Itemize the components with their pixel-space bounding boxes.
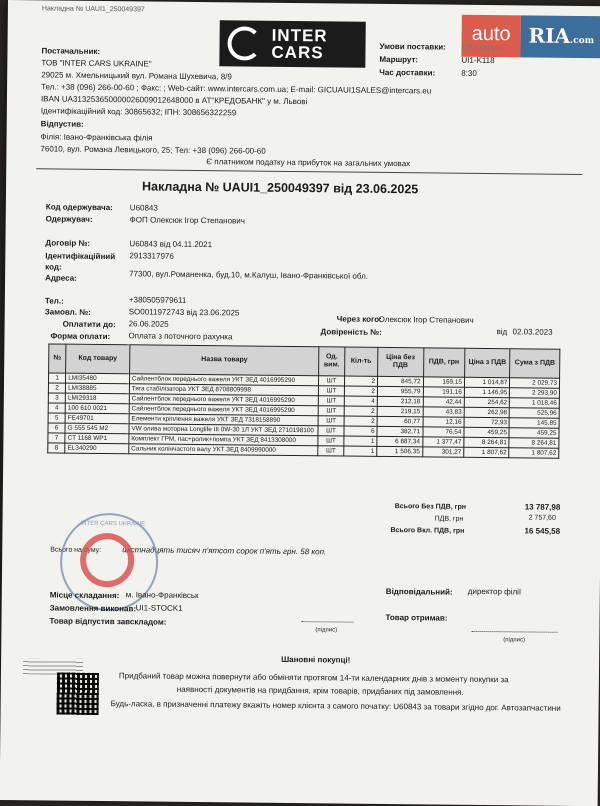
released-label: Товар відпустив завскладом:: [49, 616, 167, 627]
table-cell: 2: [344, 386, 377, 396]
delivery-route-value: UI1-K118: [461, 55, 495, 66]
address-label: Адреса:: [45, 273, 77, 283]
table-cell: 254,62: [464, 397, 510, 407]
col-qty: Кіл-ть: [344, 347, 378, 376]
watermark-suffix: .com: [569, 35, 595, 47]
responsible-value: директор філії: [467, 586, 522, 597]
notice-line-1: Придбаний товар можна повернути або обміняти протягом 14-ти календарних днів з моменту покупки за: [118, 671, 509, 685]
table-cell: 12,16: [423, 417, 465, 427]
total-net-label: Всього Без ПДВ, грн: [394, 503, 467, 511]
table-cell: 459,25: [509, 428, 559, 439]
total-vat-value: 2 757,60: [528, 514, 556, 522]
signature-caption-2: (підпис): [503, 637, 526, 644]
inter-cars-logo-icon: [227, 26, 261, 60]
table-cell: ШТ: [319, 396, 344, 406]
col-price-gross: Ціна з ПДВ: [465, 348, 511, 377]
branch-name: Філія: Івано-Франківська філія: [40, 132, 153, 143]
col-code: Код товару: [66, 344, 130, 374]
table-cell: 1: [344, 436, 377, 446]
payment-form-label: Форма оплати:: [50, 331, 111, 342]
table-cell: 955,79: [377, 386, 423, 396]
table-cell: ШТ: [318, 446, 343, 456]
responsible-label: Відповідальний:: [385, 586, 453, 597]
via-label: Через кого:: [336, 314, 382, 324]
supplier-tel: Тел.: +38 (096) 266-00-60 ; Факс: ; Web-сайт: www.intercars.com.ua; E-mail: GICUAUI1SALES@intercars.eu: [41, 82, 432, 96]
recipient-name-label: Одержувач:: [45, 214, 93, 224]
qr-code-icon: [57, 673, 99, 715]
proxy-label: Довіреність №:: [320, 327, 382, 337]
table-cell: LMI38885: [66, 383, 130, 394]
table-cell: 1: [48, 373, 65, 383]
table-cell: 191,16: [423, 387, 465, 397]
tel-value: +380505979611: [128, 295, 187, 305]
table-cell: 6 887,34: [377, 436, 423, 446]
watermark-auto: auto: [461, 15, 520, 58]
table-cell: 7: [48, 433, 65, 443]
table-cell: VW оливa моторна Longlife III 0W-30 1Л УКТ ЗЕД 2710198100: [129, 424, 319, 436]
table-cell: 5: [48, 413, 65, 423]
greeting: Шановні покупці!: [281, 654, 351, 665]
table-cell: 2 029,73: [510, 378, 560, 389]
supplier-address: 29025 м. Хмельницький вул. Романа Шухевича, 8/9: [41, 70, 232, 82]
idcode-value: 2913317976: [129, 251, 174, 261]
table-cell: Сайлентблок переднього важеля УКТ ЗЕД 4016995290: [129, 374, 319, 386]
col-number: №: [49, 344, 66, 373]
col-name: Назва товару: [129, 345, 319, 376]
idcode-label: Ідентифікаційний код:: [45, 251, 116, 272]
place-value: м. Івано-Франківськ: [125, 590, 199, 601]
col-vat: ПДВ, грн: [423, 348, 465, 377]
table-cell: 6: [48, 423, 65, 433]
table-cell: 2: [344, 406, 377, 416]
stamp-text: INTER CARS UKRAINE: [80, 520, 146, 528]
pay-until-label: Оплатити до:: [62, 319, 116, 330]
received-label: Товар отримав:: [385, 612, 448, 623]
proxy-date-value: 02.03.2023: [512, 327, 553, 337]
table-cell: 1: [343, 446, 376, 456]
branch-address: 76010, вул. Романа Левицького, 25; Тел: +38 (096) 266-00-60: [40, 144, 266, 156]
table-cell: Сальник колінчастого валу УКТ ЗЕД 8409990000: [129, 444, 319, 456]
executor-value: UI1-STOCK1: [135, 603, 183, 613]
table-cell: 4: [344, 396, 377, 406]
table-cell: FE49701: [65, 413, 129, 424]
supplier-iban: IBAN UA313253650000026009012648000 в АТ"КРЕДОБАНК" у м. Львові: [40, 94, 308, 107]
table-cell: 1 807,62: [464, 447, 510, 457]
table-cell: 8 264,81: [464, 437, 510, 447]
table-cell: 1 018,46: [510, 398, 560, 409]
table-cell: 382,71: [377, 426, 423, 436]
notice-line-2: наявності документів на придбання, крім товарів, придбаних під замовлення.: [176, 684, 464, 697]
table-cell: ШТ: [318, 436, 343, 446]
notice-line-3: Будь-ласка, в призначенні платежу вкажіть номер клієнта з самого початку: U60843 за товари згідно дог. Автозапчастини: [110, 699, 561, 713]
order-label: Замовл. №:: [44, 307, 91, 317]
document-title: Накладна № UAUI1_250049397 від 23.06.2025: [141, 179, 419, 197]
table-cell: 219,15: [377, 406, 423, 416]
delivery-cond-value: CP3 калуш: [461, 42, 503, 53]
supplier-name: ТОВ "INTER CARS UKRAINE": [41, 58, 152, 69]
proxy-date-label: від: [496, 327, 508, 337]
table-cell: 1 377,47: [422, 437, 464, 447]
sum-words-label: Всього на суму:: [50, 546, 102, 555]
table-cell: 1 506,35: [377, 446, 423, 456]
logo-line-2: CARS: [271, 42, 324, 63]
recipient-code-label: Код одержувача:: [45, 202, 113, 213]
total-gross-label: Всього Вкл. ПДВ, грн: [390, 527, 465, 535]
table-cell: 100 610 0021: [65, 403, 129, 414]
total-net-value: 13 787,98: [524, 502, 561, 512]
table-cell: 8 264,81: [509, 438, 559, 449]
executor-label: Замовлення виконав:: [49, 603, 137, 614]
table-cell: 169,15: [423, 377, 465, 387]
table-cell: EL340290: [65, 443, 129, 454]
table-cell: 2 293,90: [510, 388, 560, 399]
stamp-logo-icon: [80, 533, 135, 588]
table-cell: 262,98: [464, 407, 510, 417]
delivery-time-value: 8:30: [461, 68, 477, 78]
table-cell: ШТ: [319, 406, 344, 416]
col-price-net: Ціна без ПДВ: [378, 347, 424, 376]
via-value: Олексюк Ігор Степанович: [378, 314, 474, 325]
items-table: [47, 343, 560, 458]
table-cell: 459,25: [464, 427, 510, 437]
table-cell: G 555 545 M2: [65, 423, 129, 434]
supplier-label: Постачальник:: [41, 46, 101, 56]
payment-form-value: Оплата з поточного рахунка: [128, 331, 233, 342]
delivery-route-label: Маршрут:: [379, 54, 419, 65]
supplier-ids: Ідентифікаційний код: 30865632; ІПН: 308656322259: [40, 106, 237, 118]
place-label: Місце складання:: [49, 590, 120, 601]
tel-label: Тел.:: [44, 296, 64, 306]
logo-line-1: INTER: [271, 25, 328, 46]
sum-words-value: шістнадцять тисяч п'ятсот сорок п'ять грн. 58 коп.: [122, 545, 327, 557]
total-gross-value: 16 545,58: [524, 526, 561, 536]
table-cell: Сайлентблок переднього важеля УКТ ЗЕД 4016995290: [129, 404, 319, 416]
top-header-line: Накладна № UAUI1_250049397: [41, 5, 145, 14]
pay-until-value: 26.06.2025: [128, 319, 169, 329]
order-value: SO0011972743 від 23.06.2025: [128, 307, 240, 318]
delivery-time-label: Час доставки:: [379, 67, 436, 78]
table-cell: Тяга стабілізатора УКТ ЗЕД 8708809998: [129, 384, 319, 396]
table-cell: 525,96: [510, 408, 560, 419]
table-cell: ШТ: [318, 426, 343, 436]
table-cell: 2: [48, 383, 65, 393]
contract-label: Договір №:: [45, 238, 91, 248]
recipient-code-value: U60843: [129, 203, 158, 213]
table-cell: 212,18: [377, 396, 423, 406]
total-vat-label: ПДВ, грн: [434, 515, 464, 523]
col-unit: Од. вим.: [319, 347, 345, 376]
table-cell: ШТ: [319, 386, 344, 396]
table-cell: 4: [48, 403, 65, 413]
table-cell: 2: [344, 416, 377, 426]
table-cell: 42,44: [423, 397, 465, 407]
table-cell: 8: [48, 443, 65, 453]
watermark-ria: [520, 15, 600, 58]
table-cell: 145,85: [509, 418, 559, 429]
table-cell: Елементи кріплення важеля УКТ ЗЕД 7318158890: [129, 414, 319, 426]
table-cell: Сайлентблок переднього важеля УКТ ЗЕД 4016995290: [129, 394, 319, 406]
table-cell: 3: [48, 393, 65, 403]
table-cell: 301,27: [422, 447, 464, 457]
table-cell: 1 807,62: [509, 448, 559, 459]
branch-label: Відпустив:: [40, 119, 84, 129]
delivery-cond-label: Умови поставки:: [379, 41, 446, 52]
col-sum: Сума з ПДВ: [510, 349, 560, 379]
table-cell: 2: [344, 376, 377, 386]
tax-note: Є платником податку на прибуток на загальних умовах: [206, 157, 411, 169]
table-cell: Комплект ГРМ, пас+ролик+помпа УКТ ЗЕД 8413308000: [129, 434, 319, 446]
table-cell: LMI35480: [66, 373, 130, 384]
inter-cars-logo: [219, 20, 365, 68]
table-cell: 1 014,87: [464, 377, 510, 387]
table-cell: ШТ: [319, 376, 344, 386]
watermark-ria-text: RIA: [528, 23, 571, 48]
address-value: 77300, вул.Романенка, буд.10, м.Калуш, Івано-Франківської обл.: [129, 269, 369, 281]
table-cell: 845,72: [378, 376, 424, 386]
table-cell: 43,83: [423, 407, 465, 417]
contract-value: U60843 від 04.11.2021: [129, 239, 213, 250]
recipient-name-value: ФОП Олексюк Ігор Степанович: [129, 215, 246, 226]
table-cell: 72,93: [464, 417, 510, 427]
table-cell: 76,54: [422, 427, 464, 437]
table-cell: 6: [344, 426, 377, 436]
table-cell: 1 146,95: [464, 387, 510, 397]
table-cell: LMI29318: [65, 393, 129, 404]
signature-caption-1: (підпис): [315, 627, 338, 634]
table-cell: CT 1168 WP1: [65, 433, 129, 444]
table-cell: ШТ: [319, 416, 344, 426]
table-cell: 60,77: [377, 416, 423, 426]
